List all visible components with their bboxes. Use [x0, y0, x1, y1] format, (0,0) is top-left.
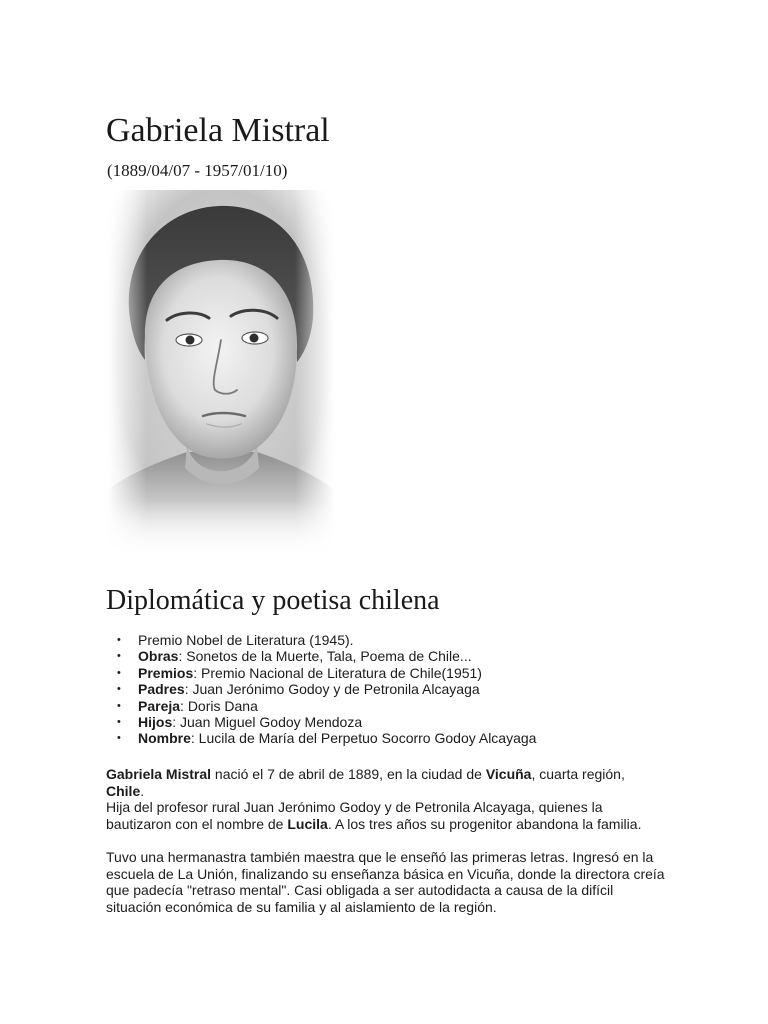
list-item	[106, 714, 536, 730]
bold-country: Chile	[106, 782, 141, 799]
fact-label: Padres	[138, 681, 185, 698]
text-run: Hija del profesor rural Juan Jerónimo Godoy y de Petronila Alcayaga, quienes la bautizaron con el nombre de	[106, 799, 603, 832]
fact-text: : Sonetos de la Muerte, Tala, Poema de Chile...	[178, 648, 472, 665]
paragraph-education	[106, 849, 666, 915]
fact-text: : Juan Miguel Godoy Mendoza	[172, 714, 363, 731]
fact-label: Premios	[138, 664, 194, 681]
text-run: . A los tres años su progenitor abandona la familia.	[327, 815, 642, 832]
paragraph-birth	[106, 766, 666, 799]
text-run: nació el 7 de abril de 1889, en la ciudad de	[211, 766, 486, 782]
section-heading: Diplomática y poetisa chilena	[106, 585, 440, 616]
bullet-icon: •	[117, 732, 121, 745]
fact-label: Nombre	[138, 730, 191, 747]
bullet-icon: •	[117, 634, 121, 646]
paragraph-parents	[106, 799, 666, 832]
text-run: , cuarta región,	[531, 766, 625, 782]
text-run: .	[140, 782, 145, 799]
bullet-icon: •	[117, 699, 121, 712]
list-item	[106, 681, 536, 697]
fact-text: : Premio Nacional de Literatura de Chile(1951)	[193, 664, 482, 681]
bold-given-name: Lucila	[287, 815, 328, 832]
facts-list	[106, 632, 536, 747]
bold-name: Gabriela Mistral	[106, 766, 212, 782]
bullet-icon: •	[117, 666, 121, 679]
portrait-photo	[107, 190, 335, 558]
list-item	[106, 632, 536, 648]
fact-text: : Doris Dana	[180, 697, 258, 714]
fact-label: Hijos	[138, 714, 173, 731]
page-title: Gabriela Mistral	[106, 112, 330, 149]
bold-city: Vicuña	[485, 766, 532, 782]
bullet-icon: •	[117, 716, 121, 729]
fact-label: Pareja	[138, 697, 181, 714]
life-dates: (1889/04/07 - 1957/01/10)	[107, 161, 288, 180]
list-item	[106, 648, 536, 664]
bullet-icon: •	[117, 683, 121, 696]
text-run: Tuvo una hermanastra también maestra que le enseñó las primeras letras. Ingresó en la escuela de La Unión, finalizando su enseñanza básica en Vicuña, donde la directora creía que padecía "retraso mental". Casi obligada a ser autodidacta a causa de la difícil situación económica de su familia y al aislamiento de la región.	[106, 849, 665, 915]
fact-text: : Juan Jerónimo Godoy y de Petronila Alcayaga	[184, 681, 480, 698]
fact-text: Premio Nobel de Literatura (1945).	[138, 632, 354, 648]
bullet-icon: •	[117, 650, 121, 663]
list-item	[106, 730, 536, 746]
list-item	[106, 665, 536, 681]
fact-label: Obras	[138, 648, 179, 665]
fact-text: : Lucila de María del Perpetuo Socorro Godoy Alcayaga	[190, 730, 537, 747]
list-item	[106, 698, 536, 714]
portrait-image	[107, 190, 335, 558]
